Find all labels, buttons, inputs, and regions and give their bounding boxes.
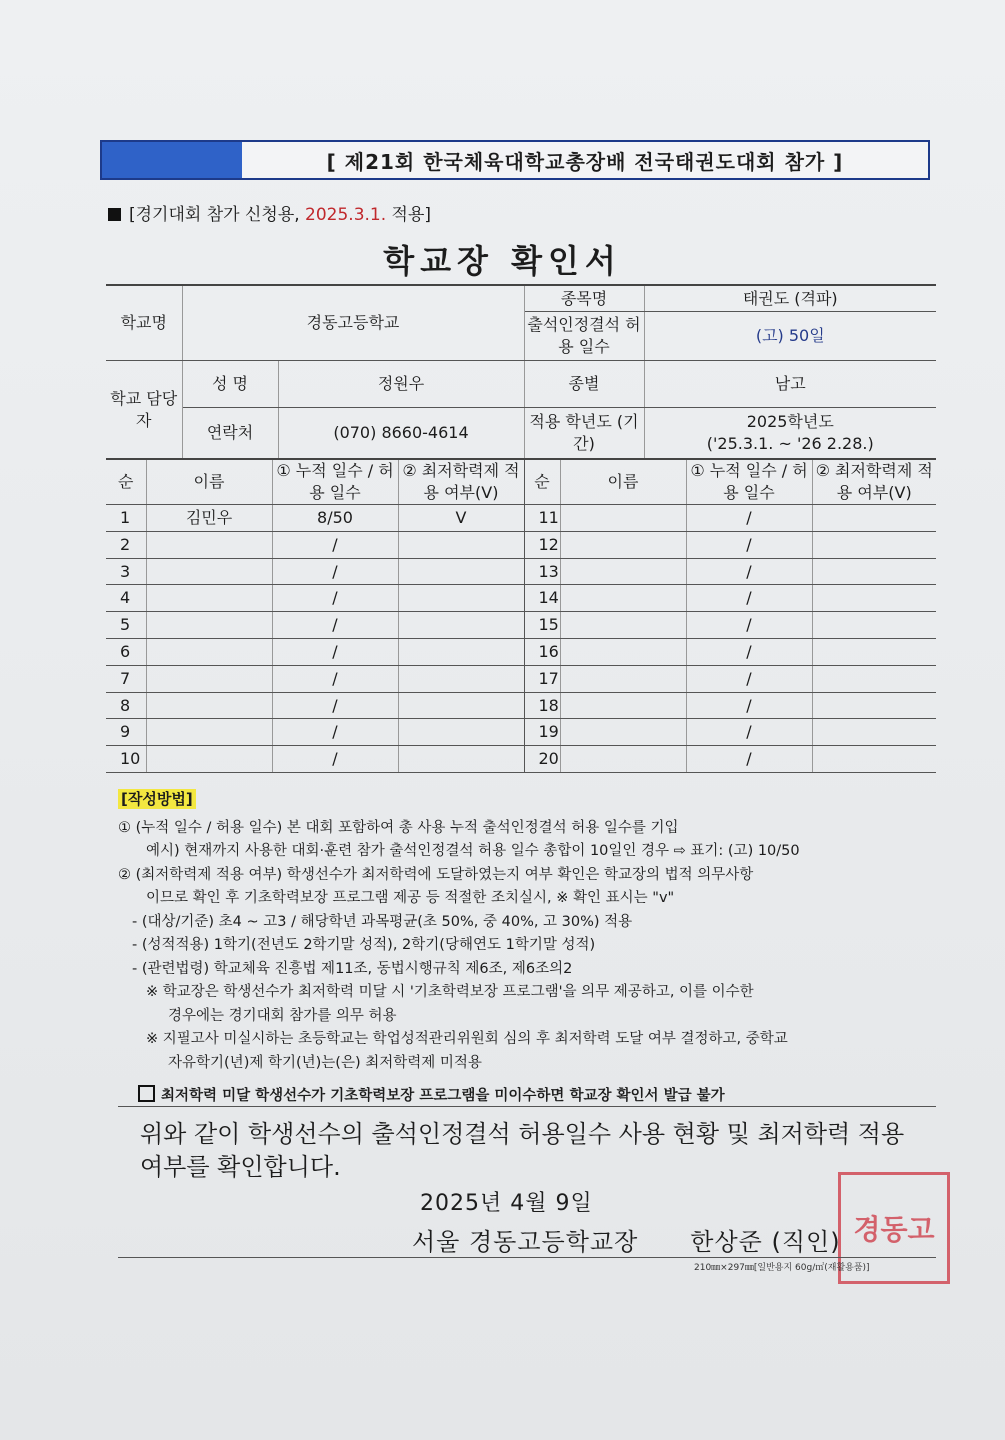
table-row (106, 719, 936, 746)
row-cumulative-days: / (272, 585, 398, 612)
table-row (106, 531, 936, 558)
row-cumulative-days: / (686, 612, 812, 639)
event-banner (100, 140, 930, 180)
principal-school: 서울 경동고등학교장 (412, 1228, 639, 1256)
row-number: 7 (106, 665, 146, 692)
divider (118, 1106, 936, 1107)
row-number: 20 (524, 746, 560, 773)
instructions (118, 788, 938, 1075)
signature-line (412, 1222, 841, 1257)
row-name: 김민우 (146, 505, 272, 532)
row-minimum-check (398, 665, 524, 692)
row-cumulative-days: / (272, 531, 398, 558)
paper-spec: 210㎜×297㎜[일반용지 60g/㎡(재활용품)] (694, 1263, 870, 1273)
row-number: 1 (106, 505, 146, 532)
row-minimum-check: V (398, 505, 524, 532)
header-no: 순 (524, 459, 560, 505)
row-cumulative-days: / (686, 558, 812, 585)
row-minimum-check (398, 585, 524, 612)
year-label: 적용 학년도 (기간) (524, 408, 644, 459)
instruction-line: 이므로 확인 후 기초학력보장 프로그램 제공 등 적절한 조치실시, ※ 확인 표시는 "v" (146, 890, 675, 906)
header-min: ② 최저학력제 적용 여부(V) (812, 459, 936, 505)
row-number: 4 (106, 585, 146, 612)
row-number: 8 (106, 692, 146, 719)
row-cumulative-days: / (686, 665, 812, 692)
row-number: 3 (106, 558, 146, 585)
row-name (560, 531, 686, 558)
divider (118, 1257, 936, 1258)
row-cumulative-days: 8/50 (272, 505, 398, 532)
table-row (106, 692, 936, 719)
instruction-line: - (성적적용) 1학기(전년도 2학기말 성적), 2학기(당해연도 1학기말 성적) (132, 937, 596, 953)
school-value: 경동고등학교 (182, 285, 524, 361)
row-number: 18 (524, 692, 560, 719)
row-name (560, 612, 686, 639)
row-number: 10 (106, 746, 146, 773)
subtitle-date: 2025.3.1. (305, 205, 387, 225)
header-cum: ① 누적 일수 / 허용 일수 (272, 459, 398, 505)
year-period: ('25.3.1. ~ '26 2.28.) (706, 434, 874, 453)
row-minimum-check (398, 612, 524, 639)
row-cumulative-days: / (686, 585, 812, 612)
checkbox-icon (138, 1085, 155, 1102)
row-number: 6 (106, 638, 146, 665)
row-name (146, 719, 272, 746)
row-minimum-check (398, 531, 524, 558)
row-name (146, 638, 272, 665)
square-bullet-icon (108, 208, 121, 221)
instruction-line: 자유학기(년)제 학기(년)는(은) 최저학력제 미적용 (168, 1054, 482, 1071)
instruction-line: ② (최저학력제 적용 여부) 학생선수가 최저학력에 도달하였는지 여부 확인은 학교장의 법적 의무사항 (118, 866, 754, 883)
event-value: 태권도 (격파) (644, 285, 936, 312)
principal-name: 한상준 (직인) (690, 1228, 841, 1256)
official-seal: 경동고 (838, 1172, 950, 1284)
instruction-line: 경우에는 경기대회 참가를 의무 허용 (168, 1007, 397, 1024)
row-number: 17 (524, 665, 560, 692)
student-list-table (106, 458, 936, 773)
row-name (560, 746, 686, 773)
row-number: 19 (524, 719, 560, 746)
row-minimum-check (812, 746, 936, 773)
header-name: 이름 (560, 459, 686, 505)
row-cumulative-days: / (272, 692, 398, 719)
staff-label: 학교 담당자 (106, 361, 182, 459)
row-name (560, 638, 686, 665)
row-number: 11 (524, 505, 560, 532)
row-name (146, 558, 272, 585)
table-row (106, 505, 936, 532)
row-minimum-check (812, 558, 936, 585)
days-value: (고) 50일 (644, 312, 936, 361)
row-name (560, 719, 686, 746)
year-value: 2025학년도 (746, 412, 834, 432)
row-minimum-check (812, 719, 936, 746)
instructions-tag: [작성방법] (118, 789, 196, 809)
row-minimum-check (812, 638, 936, 665)
row-cumulative-days: / (272, 638, 398, 665)
row-name (146, 612, 272, 639)
row-minimum-check (812, 505, 936, 532)
row-name (146, 585, 272, 612)
instruction-line: - (관련법령) 학교체육 진흥법 제11조, 동법시행규칙 제6조, 제6조의2 (132, 960, 573, 977)
table-row (106, 638, 936, 665)
row-number: 2 (106, 531, 146, 558)
row-name (146, 746, 272, 773)
row-name (560, 585, 686, 612)
instruction-line: ※ 지필고사 미실시하는 초등학교는 학업성적관리위원회 심의 후 최저학력 도달 여부 결정하고, 중학교 (146, 1031, 788, 1047)
document-title: 학교장 확인서 (383, 242, 622, 280)
days-label: 출석인정결석 허용 일수 (524, 312, 644, 361)
row-number: 13 (524, 558, 560, 585)
row-number: 15 (524, 612, 560, 639)
row-cumulative-days: / (686, 638, 812, 665)
row-name (146, 665, 272, 692)
table-row (106, 558, 936, 585)
name-value: 정원우 (278, 361, 524, 408)
row-cumulative-days: / (272, 558, 398, 585)
row-cumulative-days: / (686, 719, 812, 746)
row-cumulative-days: / (272, 612, 398, 639)
row-cumulative-days: / (686, 505, 812, 532)
contact-value: (070) 8660-4614 (278, 408, 524, 459)
row-minimum-check (812, 585, 936, 612)
gender-label: 종별 (524, 361, 644, 408)
header-min: ② 최저학력제 적용 여부(V) (398, 459, 524, 505)
row-minimum-check (812, 612, 936, 639)
row-name (560, 665, 686, 692)
row-name (560, 558, 686, 585)
row-name (146, 531, 272, 558)
confirmation-statement: 위와 같이 학생선수의 출석인정결석 허용일수 사용 현황 및 최저학력 적용 여부를 확인합니다. (140, 1120, 905, 1181)
row-minimum-check (812, 692, 936, 719)
row-minimum-check (398, 638, 524, 665)
row-minimum-check (398, 558, 524, 585)
instruction-line: 예시) 현재까지 사용한 대회·훈련 참가 출석인정결석 허용 일수 총합이 10일인 경우 ⇨ 표기: (고) 10/50 (146, 843, 800, 859)
row-minimum-check (812, 665, 936, 692)
instruction-line: - (대상/기준) 초4 ~ 고3 / 해당학년 과목평균(초 50%, 중 40%, 고 30%) 적용 (132, 913, 633, 930)
warning-note: 최저학력 미달 학생선수가 기초학력보장 프로그램을 미이수하면 학교장 확인서 발급 불가 (138, 1084, 725, 1105)
table-header (106, 459, 936, 505)
row-number: 12 (524, 531, 560, 558)
row-minimum-check (812, 531, 936, 558)
row-cumulative-days: / (272, 746, 398, 773)
row-cumulative-days: / (686, 746, 812, 773)
issue-date: 2025년 4월 9일 (420, 1191, 593, 1216)
header-name: 이름 (146, 459, 272, 505)
row-number: 5 (106, 612, 146, 639)
table-row (106, 585, 936, 612)
row-cumulative-days: / (272, 719, 398, 746)
row-cumulative-days: / (686, 692, 812, 719)
row-number: 16 (524, 638, 560, 665)
row-cumulative-days: / (272, 665, 398, 692)
instruction-line: ※ 학교장은 학생선수가 최저학력 미달 시 '기초학력보장 프로그램'을 의무 제공하고, 이를 이수한 (146, 984, 754, 1000)
row-name (146, 692, 272, 719)
event-label: 종목명 (524, 285, 644, 312)
row-minimum-check (398, 746, 524, 773)
gender-value: 남고 (644, 361, 936, 408)
banner-accent (102, 142, 242, 178)
banner-title: [ 제21회 한국체육대학교총장배 전국태권도대회 참가 ] (326, 149, 844, 174)
row-cumulative-days: / (686, 531, 812, 558)
form-subtitle: [경기대회 참가 신청용, 2025.3.1. 적용] (108, 200, 431, 225)
table-row (106, 746, 936, 773)
school-info-table (106, 284, 936, 459)
table-row (106, 665, 936, 692)
school-label: 학교명 (106, 285, 182, 361)
row-number: 14 (524, 585, 560, 612)
header-cum: ① 누적 일수 / 허용 일수 (686, 459, 812, 505)
row-number: 9 (106, 719, 146, 746)
row-name (560, 505, 686, 532)
row-minimum-check (398, 692, 524, 719)
table-row (106, 612, 936, 639)
year-cell (644, 408, 936, 459)
name-label: 성 명 (182, 361, 278, 408)
header-no: 순 (106, 459, 146, 505)
row-minimum-check (398, 719, 524, 746)
contact-label: 연락처 (182, 408, 278, 459)
instruction-line: ① (누적 일수 / 허용 일수) 본 대회 포함하여 총 사용 누적 출석인정결석 허용 일수를 기입 (118, 819, 679, 836)
row-name (560, 692, 686, 719)
